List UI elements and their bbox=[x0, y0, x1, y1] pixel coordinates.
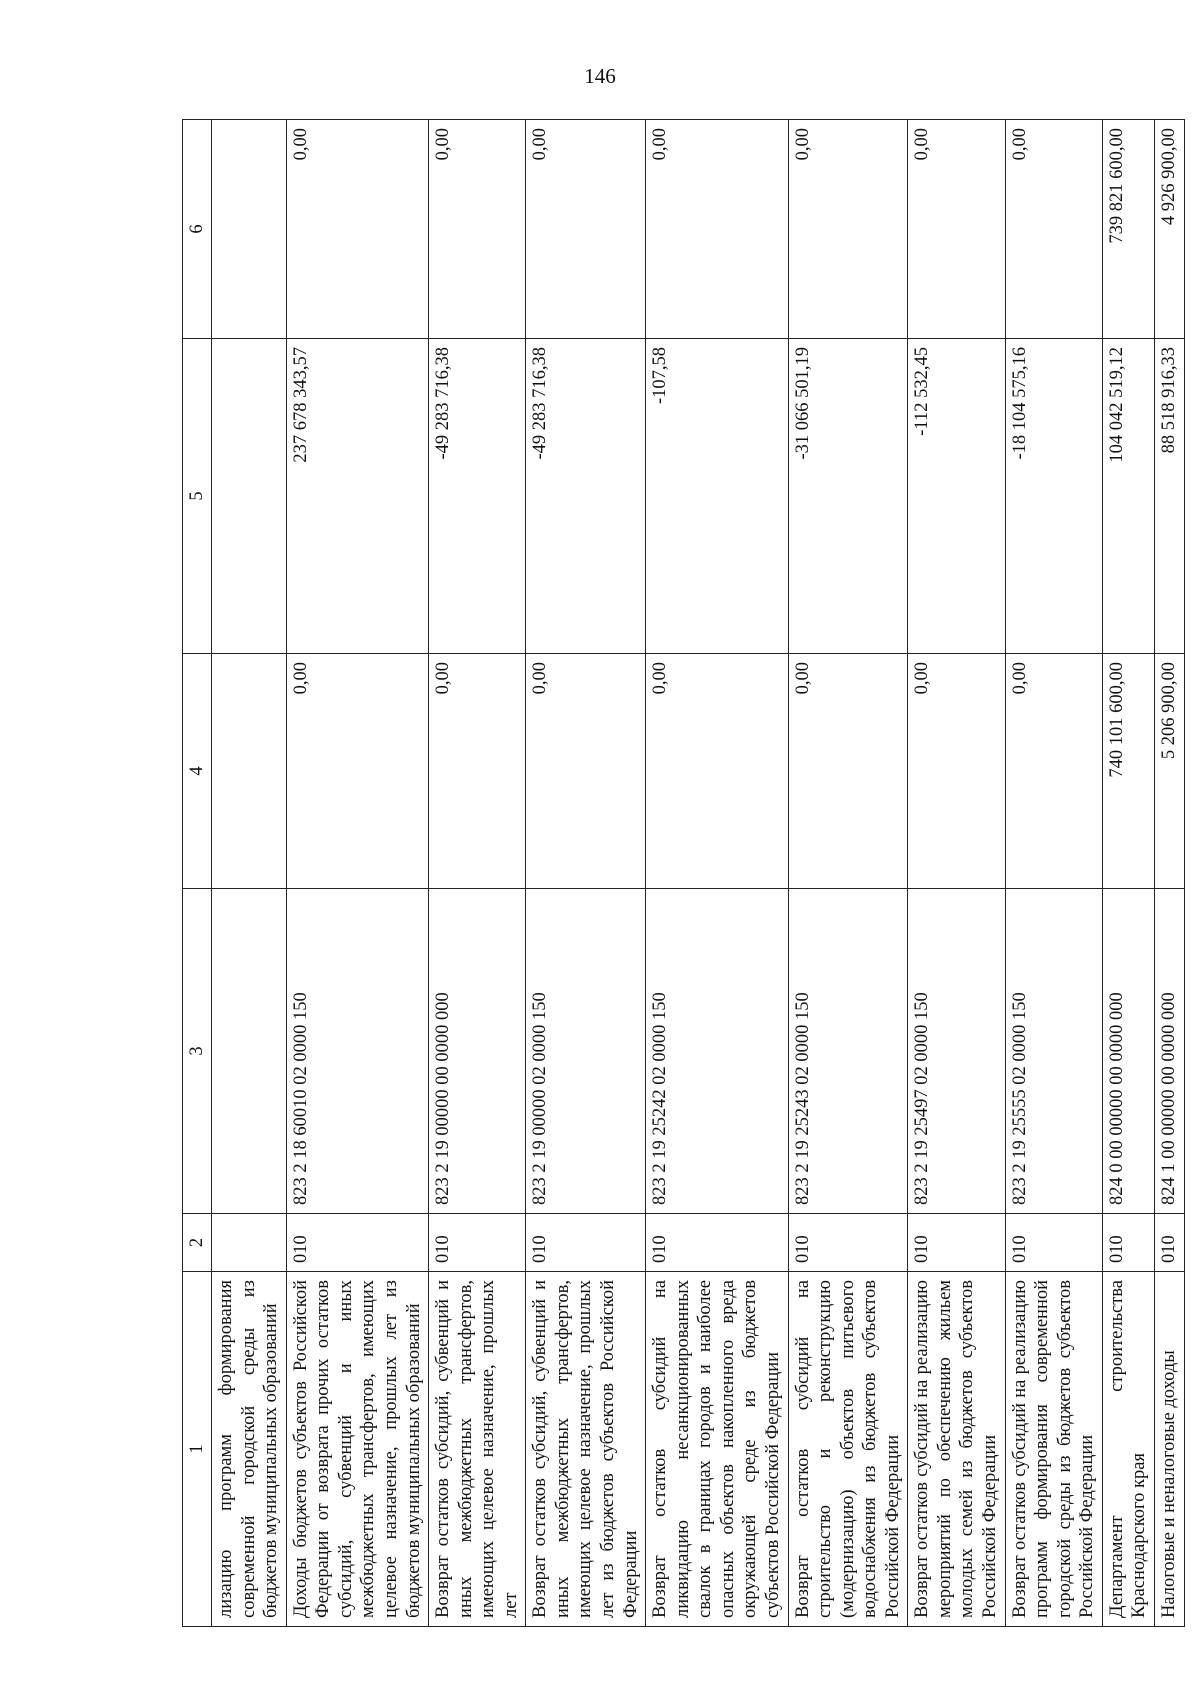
row-kbk: 823 2 19 00000 02 0000 150 bbox=[526, 889, 646, 1214]
row-col4: 0,00 bbox=[286, 654, 428, 889]
column-header: 4 bbox=[183, 654, 212, 889]
row-col5 bbox=[212, 339, 287, 654]
row-code: 010 bbox=[908, 1214, 1005, 1272]
rotated-table-wrapper bbox=[182, 120, 1179, 1627]
row-kbk: 823 2 19 25242 02 0000 150 bbox=[646, 889, 788, 1214]
row-col6: 0,00 bbox=[646, 120, 788, 339]
row-col5: -107,58 bbox=[646, 339, 788, 654]
table-row bbox=[212, 120, 287, 1627]
row-col6: 0,00 bbox=[788, 120, 908, 339]
row-col4: 740 101 600,00 bbox=[1102, 654, 1154, 889]
row-col4: 0,00 bbox=[1005, 654, 1102, 889]
column-header: 6 bbox=[183, 120, 212, 339]
row-col6 bbox=[212, 120, 287, 339]
row-name: Департамент строительства Краснодарского края bbox=[1102, 1272, 1154, 1627]
row-col5: -49 283 716,38 bbox=[429, 339, 526, 654]
row-code bbox=[212, 1214, 287, 1272]
row-name: Налоговые и неналоговые доходы bbox=[1154, 1272, 1184, 1627]
table-row bbox=[646, 120, 788, 1627]
header-row bbox=[183, 120, 212, 1627]
table-row bbox=[1154, 120, 1184, 1627]
row-code: 010 bbox=[788, 1214, 908, 1272]
column-header: 1 bbox=[183, 1272, 212, 1627]
table-row bbox=[526, 120, 646, 1627]
row-code: 010 bbox=[286, 1214, 428, 1272]
row-col4: 0,00 bbox=[788, 654, 908, 889]
row-name: Доходы бюджетов субъектов Российской Федерации от возврата прочих остатков субсидий, субвенций и иных межбюджетных трансфертов, имеющих целевое назначение, прошлых лет из бюджетов муниципальных образований bbox=[286, 1272, 428, 1627]
row-kbk: 823 2 19 00000 00 0000 000 bbox=[429, 889, 526, 1214]
row-kbk: 824 1 00 00000 00 0000 000 bbox=[1154, 889, 1184, 1214]
row-code: 010 bbox=[429, 1214, 526, 1272]
row-name: Возврат остатков субсидий, субвенций и иных межбюджетных трансфертов, имеющих целевое назначение, прошлых лет из бюджетов субъектов Российской Федерации bbox=[526, 1272, 646, 1627]
table-row bbox=[788, 120, 908, 1627]
row-col4: 0,00 bbox=[526, 654, 646, 889]
column-header: 3 bbox=[183, 889, 212, 1214]
row-code: 010 bbox=[1102, 1214, 1154, 1272]
row-col6: 0,00 bbox=[908, 120, 1005, 339]
row-name: Возврат остатков субсидий на строительство и реконструкцию (модернизацию) объектов питьевого водоснабжения из бюджетов субъектов Российской Федерации bbox=[788, 1272, 908, 1627]
row-name: лизацию программ формирования современной городской среды из бюджетов муниципальных образований bbox=[212, 1272, 287, 1627]
row-col6: 739 821 600,00 bbox=[1102, 120, 1154, 339]
row-col6: 0,00 bbox=[286, 120, 428, 339]
row-kbk: 824 0 00 00000 00 0000 000 bbox=[1102, 889, 1154, 1214]
table-row bbox=[286, 120, 428, 1627]
table-row bbox=[908, 120, 1005, 1627]
row-col4 bbox=[212, 654, 287, 889]
budget-table bbox=[182, 119, 1185, 1627]
row-name: Возврат остатков субсидий на реализацию программ формирования современной городской среды из бюджетов субъектов Российской Федерации bbox=[1005, 1272, 1102, 1627]
row-col5: -49 283 716,38 bbox=[526, 339, 646, 654]
row-code: 010 bbox=[1154, 1214, 1184, 1272]
row-kbk bbox=[212, 889, 287, 1214]
row-kbk: 823 2 19 25497 02 0000 150 bbox=[908, 889, 1005, 1214]
page-number: 146 bbox=[584, 64, 616, 88]
row-col5: -18 104 575,16 bbox=[1005, 339, 1102, 654]
row-code: 010 bbox=[526, 1214, 646, 1272]
column-header: 2 bbox=[183, 1214, 212, 1272]
row-col5: -31 066 501,19 bbox=[788, 339, 908, 654]
row-code: 010 bbox=[646, 1214, 788, 1272]
row-col5: -112 532,45 bbox=[908, 339, 1005, 654]
table-row bbox=[1005, 120, 1102, 1627]
row-col6: 0,00 bbox=[1005, 120, 1102, 339]
row-col6: 0,00 bbox=[526, 120, 646, 339]
row-kbk: 823 2 18 60010 02 0000 150 bbox=[286, 889, 428, 1214]
row-kbk: 823 2 19 25555 02 0000 150 bbox=[1005, 889, 1102, 1214]
row-name: Возврат остатков субсидий на ликвидацию несанкционированных свалок в границах городов и наиболее опасных объектов накопленного вреда окружающей среде из бюджетов субъектов Российской Федерации bbox=[646, 1272, 788, 1627]
row-col5: 88 518 916,33 bbox=[1154, 339, 1184, 654]
row-col4: 0,00 bbox=[908, 654, 1005, 889]
row-col6: 0,00 bbox=[429, 120, 526, 339]
row-col5: 237 678 343,57 bbox=[286, 339, 428, 654]
table-row bbox=[429, 120, 526, 1627]
row-kbk: 823 2 19 25243 02 0000 150 bbox=[788, 889, 908, 1214]
column-header: 5 bbox=[183, 339, 212, 654]
row-name: Возврат остатков субсидий, субвенций и иных межбюджетных трансфертов, имеющих целевое назначение, прошлых лет bbox=[429, 1272, 526, 1627]
table-row bbox=[1102, 120, 1154, 1627]
row-col6: 4 926 900,00 bbox=[1154, 120, 1184, 339]
row-col4: 0,00 bbox=[429, 654, 526, 889]
row-name: Возврат остатков субсидий на реализацию мероприятий по обеспечению жильем молодых семей из бюджетов субъектов Российской Федерации bbox=[908, 1272, 1005, 1627]
row-code: 010 bbox=[1005, 1214, 1102, 1272]
row-col4: 5 206 900,00 bbox=[1154, 654, 1184, 889]
row-col5: 104 042 519,12 bbox=[1102, 339, 1154, 654]
row-col4: 0,00 bbox=[646, 654, 788, 889]
